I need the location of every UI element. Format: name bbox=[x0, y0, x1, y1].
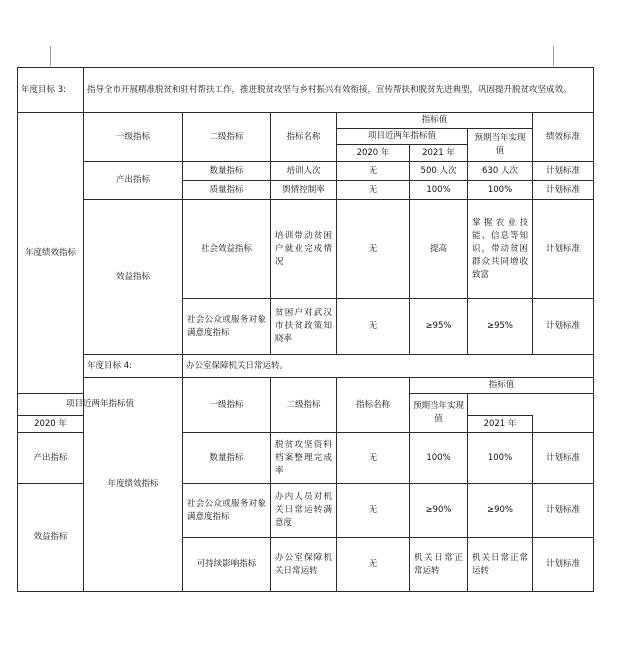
perf-label-3: 年度绩效指标 bbox=[18, 113, 84, 394]
goal-3-label: 年度目标 3: bbox=[18, 68, 84, 113]
name-cell: 办内人员对机关日常运转满意度 bbox=[271, 484, 337, 538]
header-level2: 二级指标 bbox=[271, 378, 337, 433]
standard-cell: 计划标准 bbox=[533, 538, 594, 592]
header-value: 指标值 bbox=[337, 113, 533, 129]
header-row-1 bbox=[18, 113, 594, 129]
name-cell: 培训人次 bbox=[271, 162, 337, 181]
standard-cell: 计划标准 bbox=[533, 200, 594, 299]
v2021-cell: 提高 bbox=[410, 200, 468, 299]
header-year-2020: 2020 年 bbox=[18, 416, 84, 433]
header-year-2020: 2020 年 bbox=[337, 145, 410, 162]
v2020-cell: 无 bbox=[337, 433, 410, 484]
output-label: 产出指标 bbox=[84, 162, 183, 200]
benefit-label: 效益指标 bbox=[84, 200, 183, 355]
level2-cell: 社会公众或服务对象满意度指标 bbox=[183, 299, 271, 355]
v2020-cell: 无 bbox=[337, 538, 410, 592]
header-expected: 预期当年实现值 bbox=[410, 394, 468, 433]
name-cell: 办公室保障机关日常运转 bbox=[271, 538, 337, 592]
header-recent: 项目近两年指标值 bbox=[18, 394, 183, 416]
expected-cell: ≥95% bbox=[468, 299, 533, 355]
name-cell: 脱贫攻坚资料档案整理完成率 bbox=[271, 433, 337, 484]
v2020-cell: 无 bbox=[337, 299, 410, 355]
v2021-cell: 100% bbox=[410, 181, 468, 200]
v2021-cell: ≥90% bbox=[410, 484, 468, 538]
header-value: 指标值 bbox=[410, 378, 594, 394]
level2-cell: 可持续影响指标 bbox=[183, 538, 271, 592]
table-row bbox=[18, 162, 594, 181]
level2-cell: 数量指标 bbox=[183, 162, 271, 181]
v2020-cell: 无 bbox=[337, 484, 410, 538]
goal-3-row bbox=[18, 68, 594, 113]
output-label: 产出指标 bbox=[18, 433, 84, 484]
header-standard: 绩效标准 bbox=[533, 113, 594, 162]
header-level1: 一级指标 bbox=[84, 113, 183, 162]
header-level2: 二级指标 bbox=[183, 113, 271, 162]
level2-cell: 社会公众或服务对象满意度指标 bbox=[183, 484, 271, 538]
header-recent: 项目近两年指标值 bbox=[337, 129, 468, 145]
expected-cell: 630 人次 bbox=[468, 162, 533, 181]
expected-cell: ≥90% bbox=[468, 484, 533, 538]
header-name: 指标名称 bbox=[337, 378, 410, 433]
expected-cell: 100% bbox=[468, 181, 533, 200]
goal-4-label: 年度目标 4: bbox=[84, 355, 183, 378]
v2021-cell: 100% bbox=[410, 433, 468, 484]
name-cell: 培训带动贫困户就业完成情况 bbox=[271, 200, 337, 299]
standard-cell: 计划标准 bbox=[533, 484, 594, 538]
standard-cell: 计划标准 bbox=[533, 433, 594, 484]
level2-cell: 质量指标 bbox=[183, 181, 271, 200]
goal-3-text: 指导全市开展精准脱贫和驻村帮扶工作，推进脱贫攻坚与乡村振兴有效衔接，宣传帮扶和脱贫先进典型，巩固提升脱贫攻坚成效。 bbox=[84, 68, 594, 113]
header-row-1 bbox=[18, 378, 594, 394]
v2020-cell: 无 bbox=[337, 200, 410, 299]
v2021-cell: ≥95% bbox=[410, 299, 468, 355]
v2020-cell: 无 bbox=[337, 181, 410, 200]
standard-cell: 计划标准 bbox=[533, 181, 594, 200]
corner-mark-left bbox=[50, 46, 51, 66]
expected-cell: 掌握农业技能、信息等知识，带动贫困群众共同增收致富 bbox=[468, 200, 533, 299]
perf-label-4: 年度绩效指标 bbox=[84, 378, 183, 592]
v2020-cell: 无 bbox=[337, 162, 410, 181]
expected-cell: 机关日常正常运转 bbox=[468, 538, 533, 592]
benefit-label: 效益指标 bbox=[18, 484, 84, 592]
goal-4-text: 办公室保障机关日常运转。 bbox=[183, 355, 594, 378]
header-level1: 一级指标 bbox=[183, 378, 271, 433]
standard-cell: 计划标准 bbox=[533, 299, 594, 355]
performance-table bbox=[17, 67, 594, 592]
corner-mark-right bbox=[553, 46, 554, 66]
name-cell: 舆情控制率 bbox=[271, 181, 337, 200]
expected-cell: 100% bbox=[468, 433, 533, 484]
v2021-cell: 500 人次 bbox=[410, 162, 468, 181]
goal-4-row bbox=[18, 355, 594, 378]
header-year-2021: 2021 年 bbox=[410, 145, 468, 162]
header-expected: 预期当年实现值 bbox=[468, 129, 533, 162]
table-row bbox=[18, 200, 594, 299]
level2-cell: 数量指标 bbox=[183, 433, 271, 484]
v2021-cell: 机关日常正常运转 bbox=[410, 538, 468, 592]
header-name: 指标名称 bbox=[271, 113, 337, 162]
header-year-2021: 2021 年 bbox=[468, 416, 533, 433]
standard-cell: 计划标准 bbox=[533, 162, 594, 181]
level2-cell: 社会效益指标 bbox=[183, 200, 271, 299]
name-cell: 贫困户对武汉市扶贫政策知晓率 bbox=[271, 299, 337, 355]
